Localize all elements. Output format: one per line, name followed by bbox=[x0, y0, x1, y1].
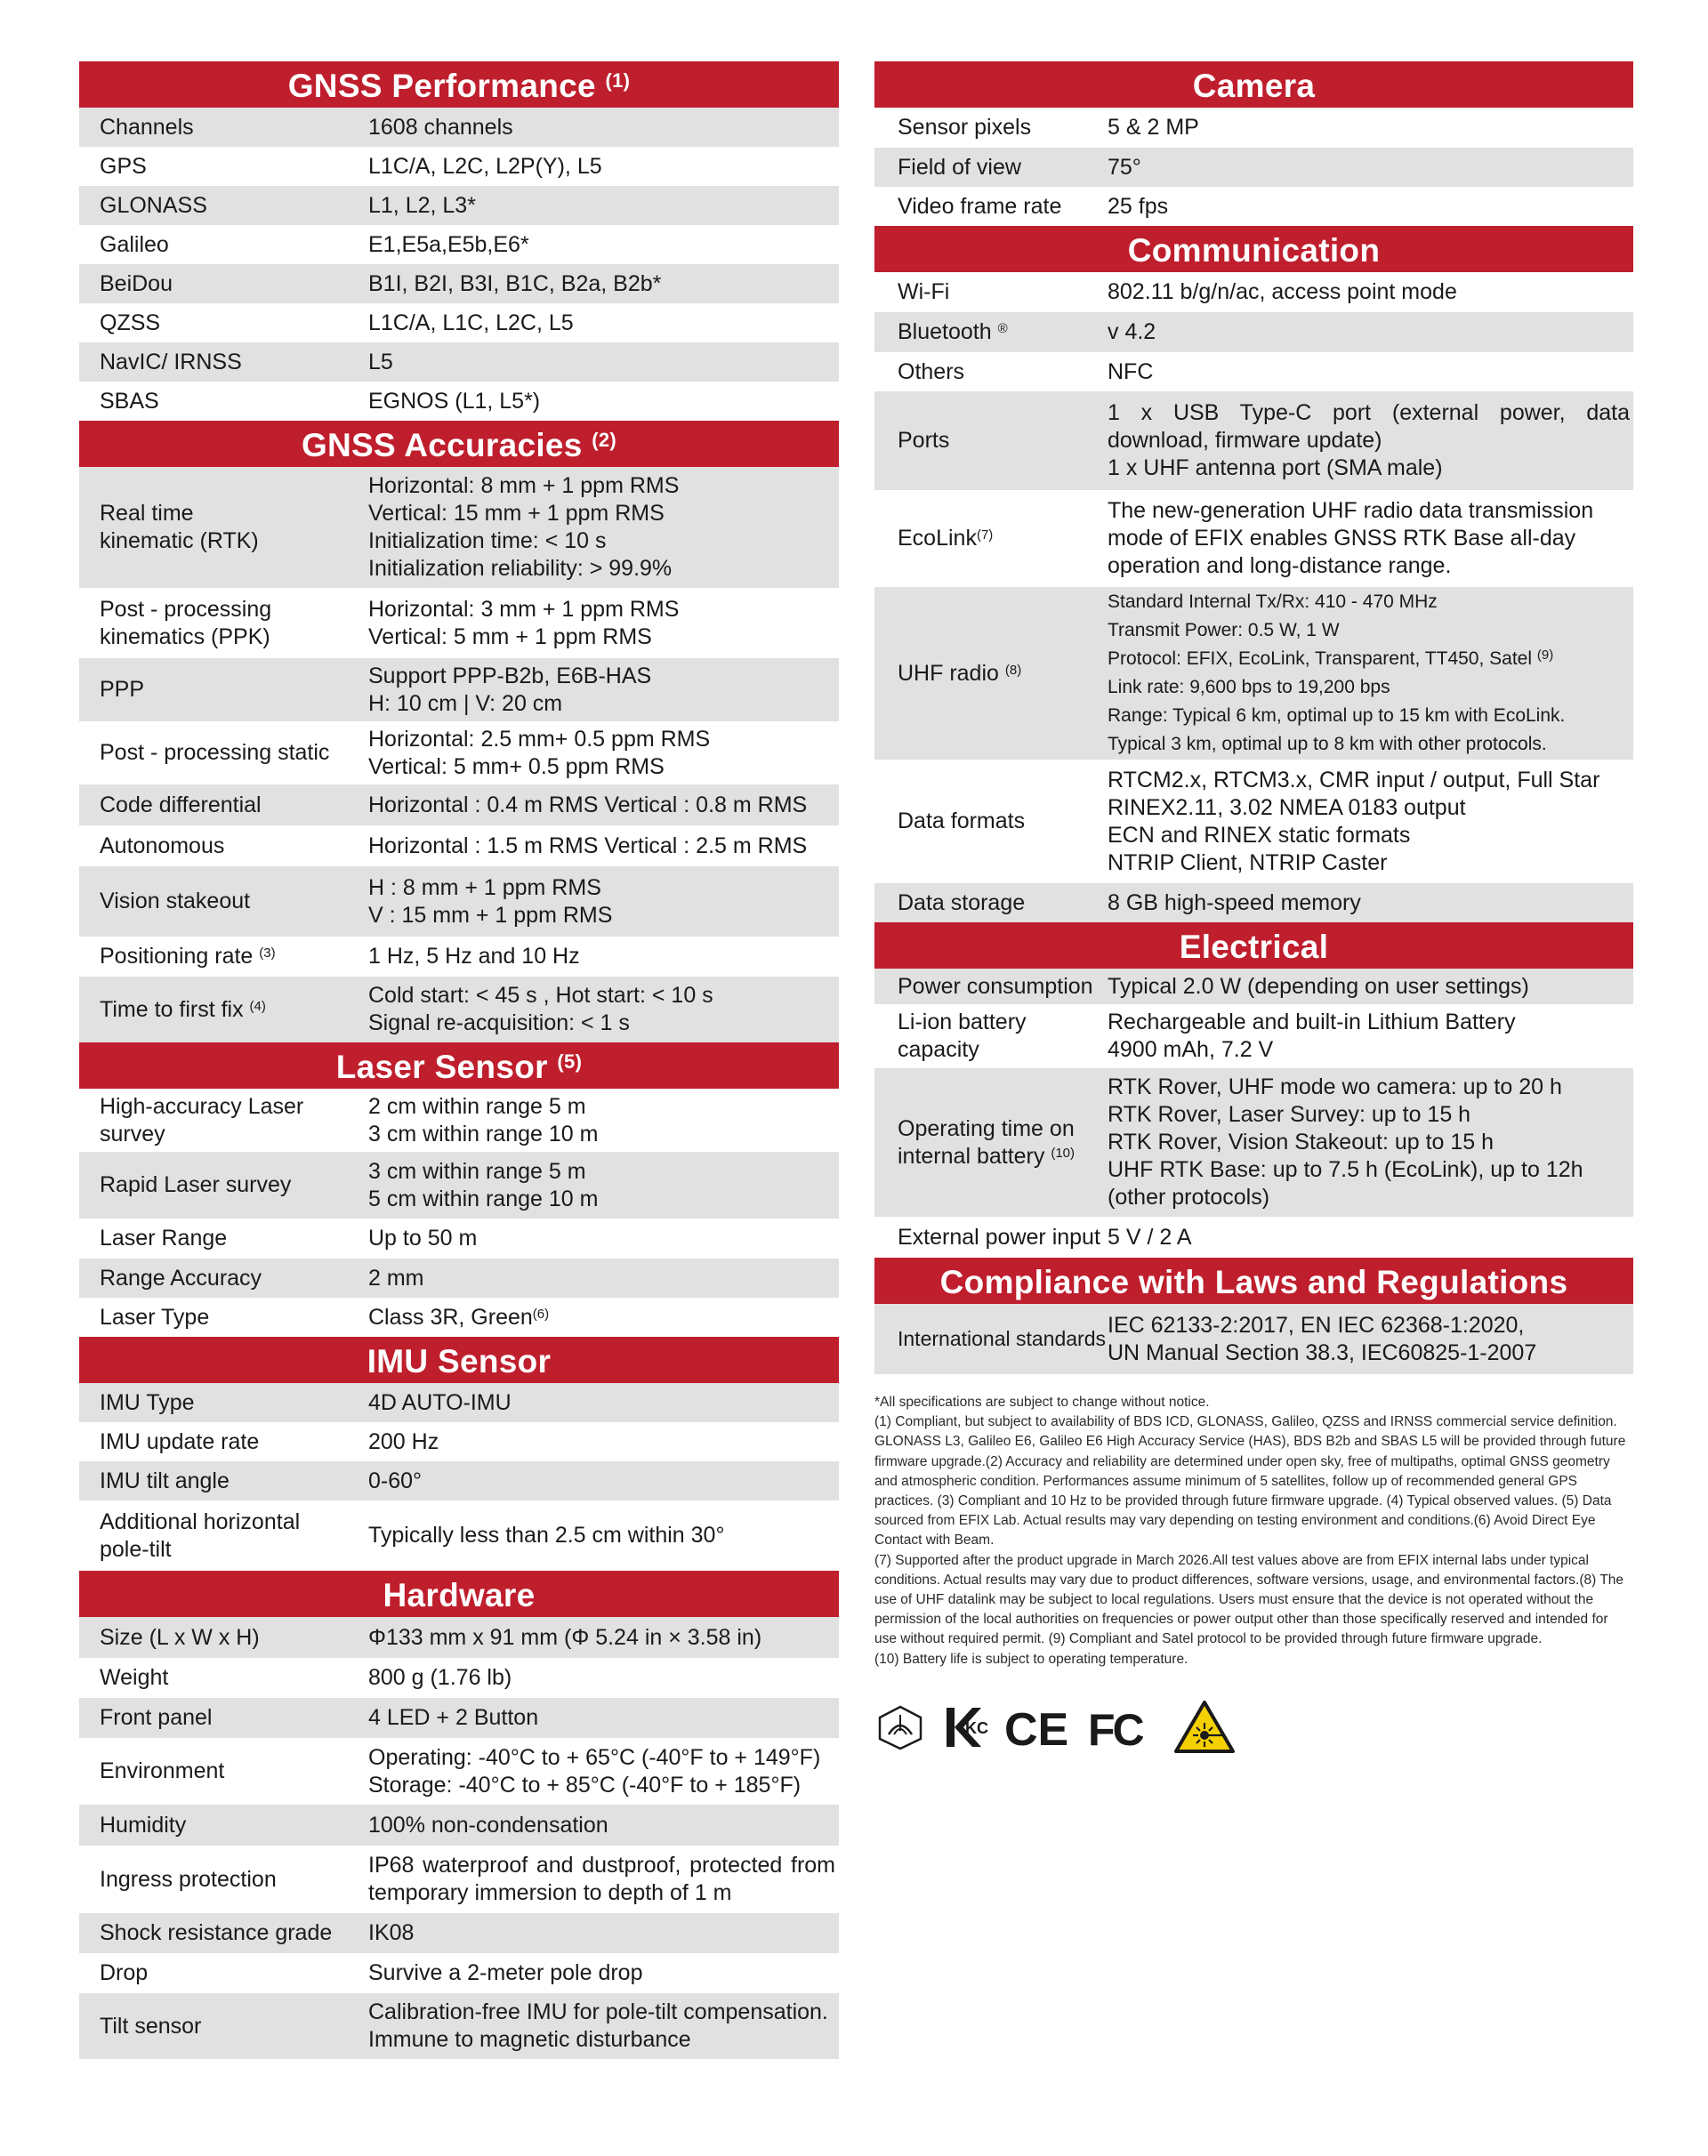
spec-row-hals: High-accuracy Laser survey 2 cm within range 5 m 3 cm within range 10 m bbox=[79, 1089, 839, 1152]
spec-row-uhf-radio: UHF radio $^{(8)}$ Standard Internal Tx/Rx: 410 - 470 MHz Transmit Power: 0.5 W, 1 W Protocol: EFIX, EcoLink, Transparent, TT450, Satel $^{(9)}$ Link rate: 9,600 bps to 19,200 bps Range: Typical 6 km, optimal up to 15 km with EcoLink. Typical 3 km, optimal up to 8 km with other protocols. bbox=[874, 587, 1633, 760]
spec-row-front-panel: Front panel 4 LED + 2 Button bbox=[79, 1698, 839, 1738]
svg-text:FC: FC bbox=[1088, 1705, 1142, 1755]
left-column bbox=[79, 61, 839, 2059]
spec-row-power: Power consumption Typical 2.0 W (depending on user settings) bbox=[874, 969, 1633, 1004]
spec-row-qzss: QZSS L1C/A, L1C, L2C, L5 bbox=[79, 303, 839, 342]
rohs-mark-icon bbox=[876, 1704, 924, 1750]
spec-row-rate: Positioning rate $^{(3)}$ 1 Hz, 5 Hz and 10 Hz bbox=[79, 937, 839, 977]
spec-row-ppp: PPP Support PPP-B2b, E6B-HAS H: 10 cm | V: 20 cm bbox=[79, 658, 839, 721]
spec-row-range-accuracy: Range Accuracy 2 mm bbox=[79, 1259, 839, 1298]
spec-row-imu-rate: IMU update rate 200 Hz bbox=[79, 1422, 839, 1461]
spec-row-drop: Drop Survive a 2-meter pole drop bbox=[79, 1953, 839, 1993]
footnote-text: (10) Battery life is subject to operating temperature. bbox=[874, 1651, 1188, 1667]
spec-row-rls: Rapid Laser survey 3 cm within range 5 m 5 cm within range 10 m bbox=[79, 1152, 839, 1219]
footnote-text: (1) Compliant, but subject to availability of BDS ICD, GLONASS, Galileo, QZSS and IRNSS commercial service definition. GLONASS L3, Galileo E6, Galileo E6 High Accuracy Service (HAS), BDS B2b and SBAS L5 will be provided through future firmware upgrade.(2) Accuracy and reliability are determined under open sky, free of multipaths, optimal GNSS geometry and atmospheric condition. Performances assume minimum of 5 satellites, follow up of recommended general GPS practices. (3) Compliant and 10 Hz to be provided through future firmware upgrade. (4) Typical observed values. (5) Data sourced from EFIX Lab. Actual results may vary depending on testing environment and conditions.(6) Avoid Direct Eye Contact with Beam. bbox=[874, 1414, 1626, 1549]
compliance-header: Compliance with Laws and Regulations bbox=[874, 1258, 1633, 1304]
spec-row-pole-tilt: Additional horizontal pole-tilt Typically less than 2.5 cm within 30° bbox=[79, 1500, 839, 1571]
footnote-text: (7) Supported after the product upgrade in March 2026.All test values above are from EFIX internal labs under typical conditions. Actual results may vary due to product differences, software versions, usage, and environmental factors.(8) The use of UHF datalink may be subject to local regulations. Users must ensure that the device is not operated without the permission of the local authorities on frequencies or power output other than those specifically reserved and intended for use without required permit. (9) Compliant and Satel protocol to be provided through future firmware upgrade. bbox=[874, 1552, 1624, 1647]
spec-row-sensor-pixels: Sensor pixels 5 & 2 MP bbox=[874, 108, 1633, 148]
right-column bbox=[874, 61, 1633, 1374]
spec-row-galileo: Galileo E1,E5a,E5b,E6* bbox=[79, 225, 839, 264]
hardware-header: Hardware bbox=[79, 1571, 839, 1617]
spec-row-data-storage: Data storage 8 GB high-speed memory bbox=[874, 883, 1633, 922]
spec-row-tilt-sensor: Tilt sensor Calibration-free IMU for pole-tilt compensation. Immune to magnetic disturbance bbox=[79, 1993, 839, 2059]
certification-marks bbox=[876, 1701, 1236, 1754]
spec-row-field-of-view: Field of view 75° bbox=[874, 148, 1633, 187]
spec-row-autonomous: Autonomous Horizontal : 1.5 m RMS Vertical : 2.5 m RMS bbox=[79, 825, 839, 866]
spec-row-frame-rate: Video frame rate 25 fps bbox=[874, 187, 1633, 226]
spec-row-static: Post - processing static Horizontal: 2.5 mm+ 0.5 ppm RMS Vertical: 5 mm+ 0.5 ppm RMS bbox=[79, 721, 839, 784]
ce-mark-icon bbox=[1004, 1704, 1069, 1756]
spec-row-ingress: Ingress protection IP68 waterproof and dustproof, protected from temporary immersion to depth of 1 m bbox=[79, 1846, 839, 1913]
spec-row-imu-tilt: IMU tilt angle 0-60° bbox=[79, 1461, 839, 1500]
svg-text:KC: KC bbox=[965, 1719, 988, 1737]
spec-row-glonass: GLONASS L1, L2, L3* bbox=[79, 186, 839, 225]
fcc-mark-icon bbox=[1088, 1704, 1154, 1755]
spec-row-size: Size (L x W x H) Φ133 mm x 91 mm (Φ 5.24 in × 3.58 in) bbox=[79, 1617, 839, 1658]
communication-header: Communication bbox=[874, 226, 1633, 272]
gnss-performance-header: GNSS Performance $^{(1)}$ bbox=[79, 61, 839, 108]
spec-row-external-power: External power input 5 V / 2 A bbox=[874, 1217, 1633, 1258]
spec-row-laser-range: Laser Range Up to 50 m bbox=[79, 1219, 839, 1259]
spec-row-code: Code differential Horizontal : 0.4 m RMS Vertical : 0.8 m RMS bbox=[79, 784, 839, 825]
spec-row-imu-type: IMU Type 4D AUTO-IMU bbox=[79, 1383, 839, 1422]
laser-warning-icon bbox=[1173, 1700, 1236, 1755]
spec-row-operating-time: Operating time on internal battery $^{(10)}$ RTK Rover, UHF mode wo camera: up to 20 h RTK Rover, Laser Survey: up to 15 h RTK Rover, Vision Stakeout: up to 15 h UHF RTK Base: up to 7.5 h (EcoLink), up to 12h (other protocols) bbox=[874, 1068, 1633, 1217]
spec-row-bluetooth: Bluetooth ® v 4.2 bbox=[874, 312, 1633, 352]
spec-row-shock: Shock resistance grade IK08 bbox=[79, 1913, 839, 1953]
spec-row-ecolink: EcoLink$^{(7)}$ The new-generation UHF radio data transmission mode of EFIX enables GNSS RTK Base all-day operation and long-distance range. bbox=[874, 490, 1633, 587]
spec-row-vision: Vision stakeout H : 8 mm + 1 ppm RMS V : 15 mm + 1 ppm RMS bbox=[79, 866, 839, 937]
electrical-header: Electrical bbox=[874, 922, 1633, 969]
spec-row-laser-type: Laser Type Class 3R, Green$^{(6)}$ bbox=[79, 1298, 839, 1337]
spec-row-battery: Li-ion battery capacity Rechargeable and built-in Lithium Battery 4900 mAh, 7.2 V bbox=[874, 1004, 1633, 1068]
spec-row-beidou: BeiDou B1I, B2I, B3I, B1C, B2a, B2b* bbox=[79, 264, 839, 303]
gnss-accuracies-header: GNSS Accuracies $^{(2)}$ bbox=[79, 421, 839, 467]
kc-mark-icon bbox=[944, 1704, 988, 1750]
spec-row-standards: International standards IEC 62133-2:2017, EN IEC 62368-1:2020, UN Manual Section 38.3, IEC60825-1-2007 bbox=[874, 1304, 1633, 1374]
spec-row-gps: GPS L1C/A, L2C, L2P(Y), L5 bbox=[79, 147, 839, 186]
spec-row-rtk: Real time kinematic (RTK) Horizontal: 8 mm + 1 ppm RMS Vertical: 15 mm + 1 ppm RMS Initialization time: < 10 s Initialization reliability: > 99.9% bbox=[79, 467, 839, 588]
spec-row-data-formats: Data formats RTCM2.x, RTCM3.x, CMR input / output, Full Star RINEX2.11, 3.02 NMEA 0183 output ECN and RINEX static formats NTRIP Client, NTRIP Caster bbox=[874, 760, 1633, 883]
footnotes bbox=[874, 1393, 1633, 1669]
imu-sensor-header: IMU Sensor bbox=[79, 1337, 839, 1383]
footnote-text: *All specifications are subject to change without notice. bbox=[874, 1395, 1210, 1410]
svg-text:CE: CE bbox=[1004, 1704, 1069, 1756]
spec-row-navic: NavIC/ IRNSS L5 bbox=[79, 342, 839, 382]
spec-row-ports: Ports 1 x USB Type-C port (external power, data download, firmware update) 1 x UHF antenna port (SMA male) bbox=[874, 391, 1633, 490]
spec-row-wifi: Wi-Fi 802.11 b/g/n/ac, access point mode bbox=[874, 272, 1633, 312]
spec-row-ttff: Time to first fix $^{(4)}$ Cold start: < 45 s , Hot start: < 10 s Signal re-acquisition: < 1 s bbox=[79, 977, 839, 1042]
spec-row-sbas: SBAS EGNOS (L1, L5*) bbox=[79, 382, 839, 421]
spec-row-weight: Weight 800 g (1.76 lb) bbox=[79, 1658, 839, 1698]
laser-sensor-header: Laser Sensor $^{(5)}$ bbox=[79, 1042, 839, 1089]
spec-row-environment: Environment Operating: -40°C to + 65°C (-40°F to + 149°F) Storage: -40°C to + 85°C (-40°F to + 185°F) bbox=[79, 1738, 839, 1805]
camera-header: Camera bbox=[874, 61, 1633, 108]
spec-row-channels: Channels 1608 channels bbox=[79, 108, 839, 147]
spec-row-humidity: Humidity 100% non-condensation bbox=[79, 1805, 839, 1846]
spec-row-ppk: Post - processing kinematics (PPK) Horizontal: 3 mm + 1 ppm RMS Vertical: 5 mm + 1 ppm RMS bbox=[79, 588, 839, 658]
spec-row-others: Others NFC bbox=[874, 352, 1633, 391]
